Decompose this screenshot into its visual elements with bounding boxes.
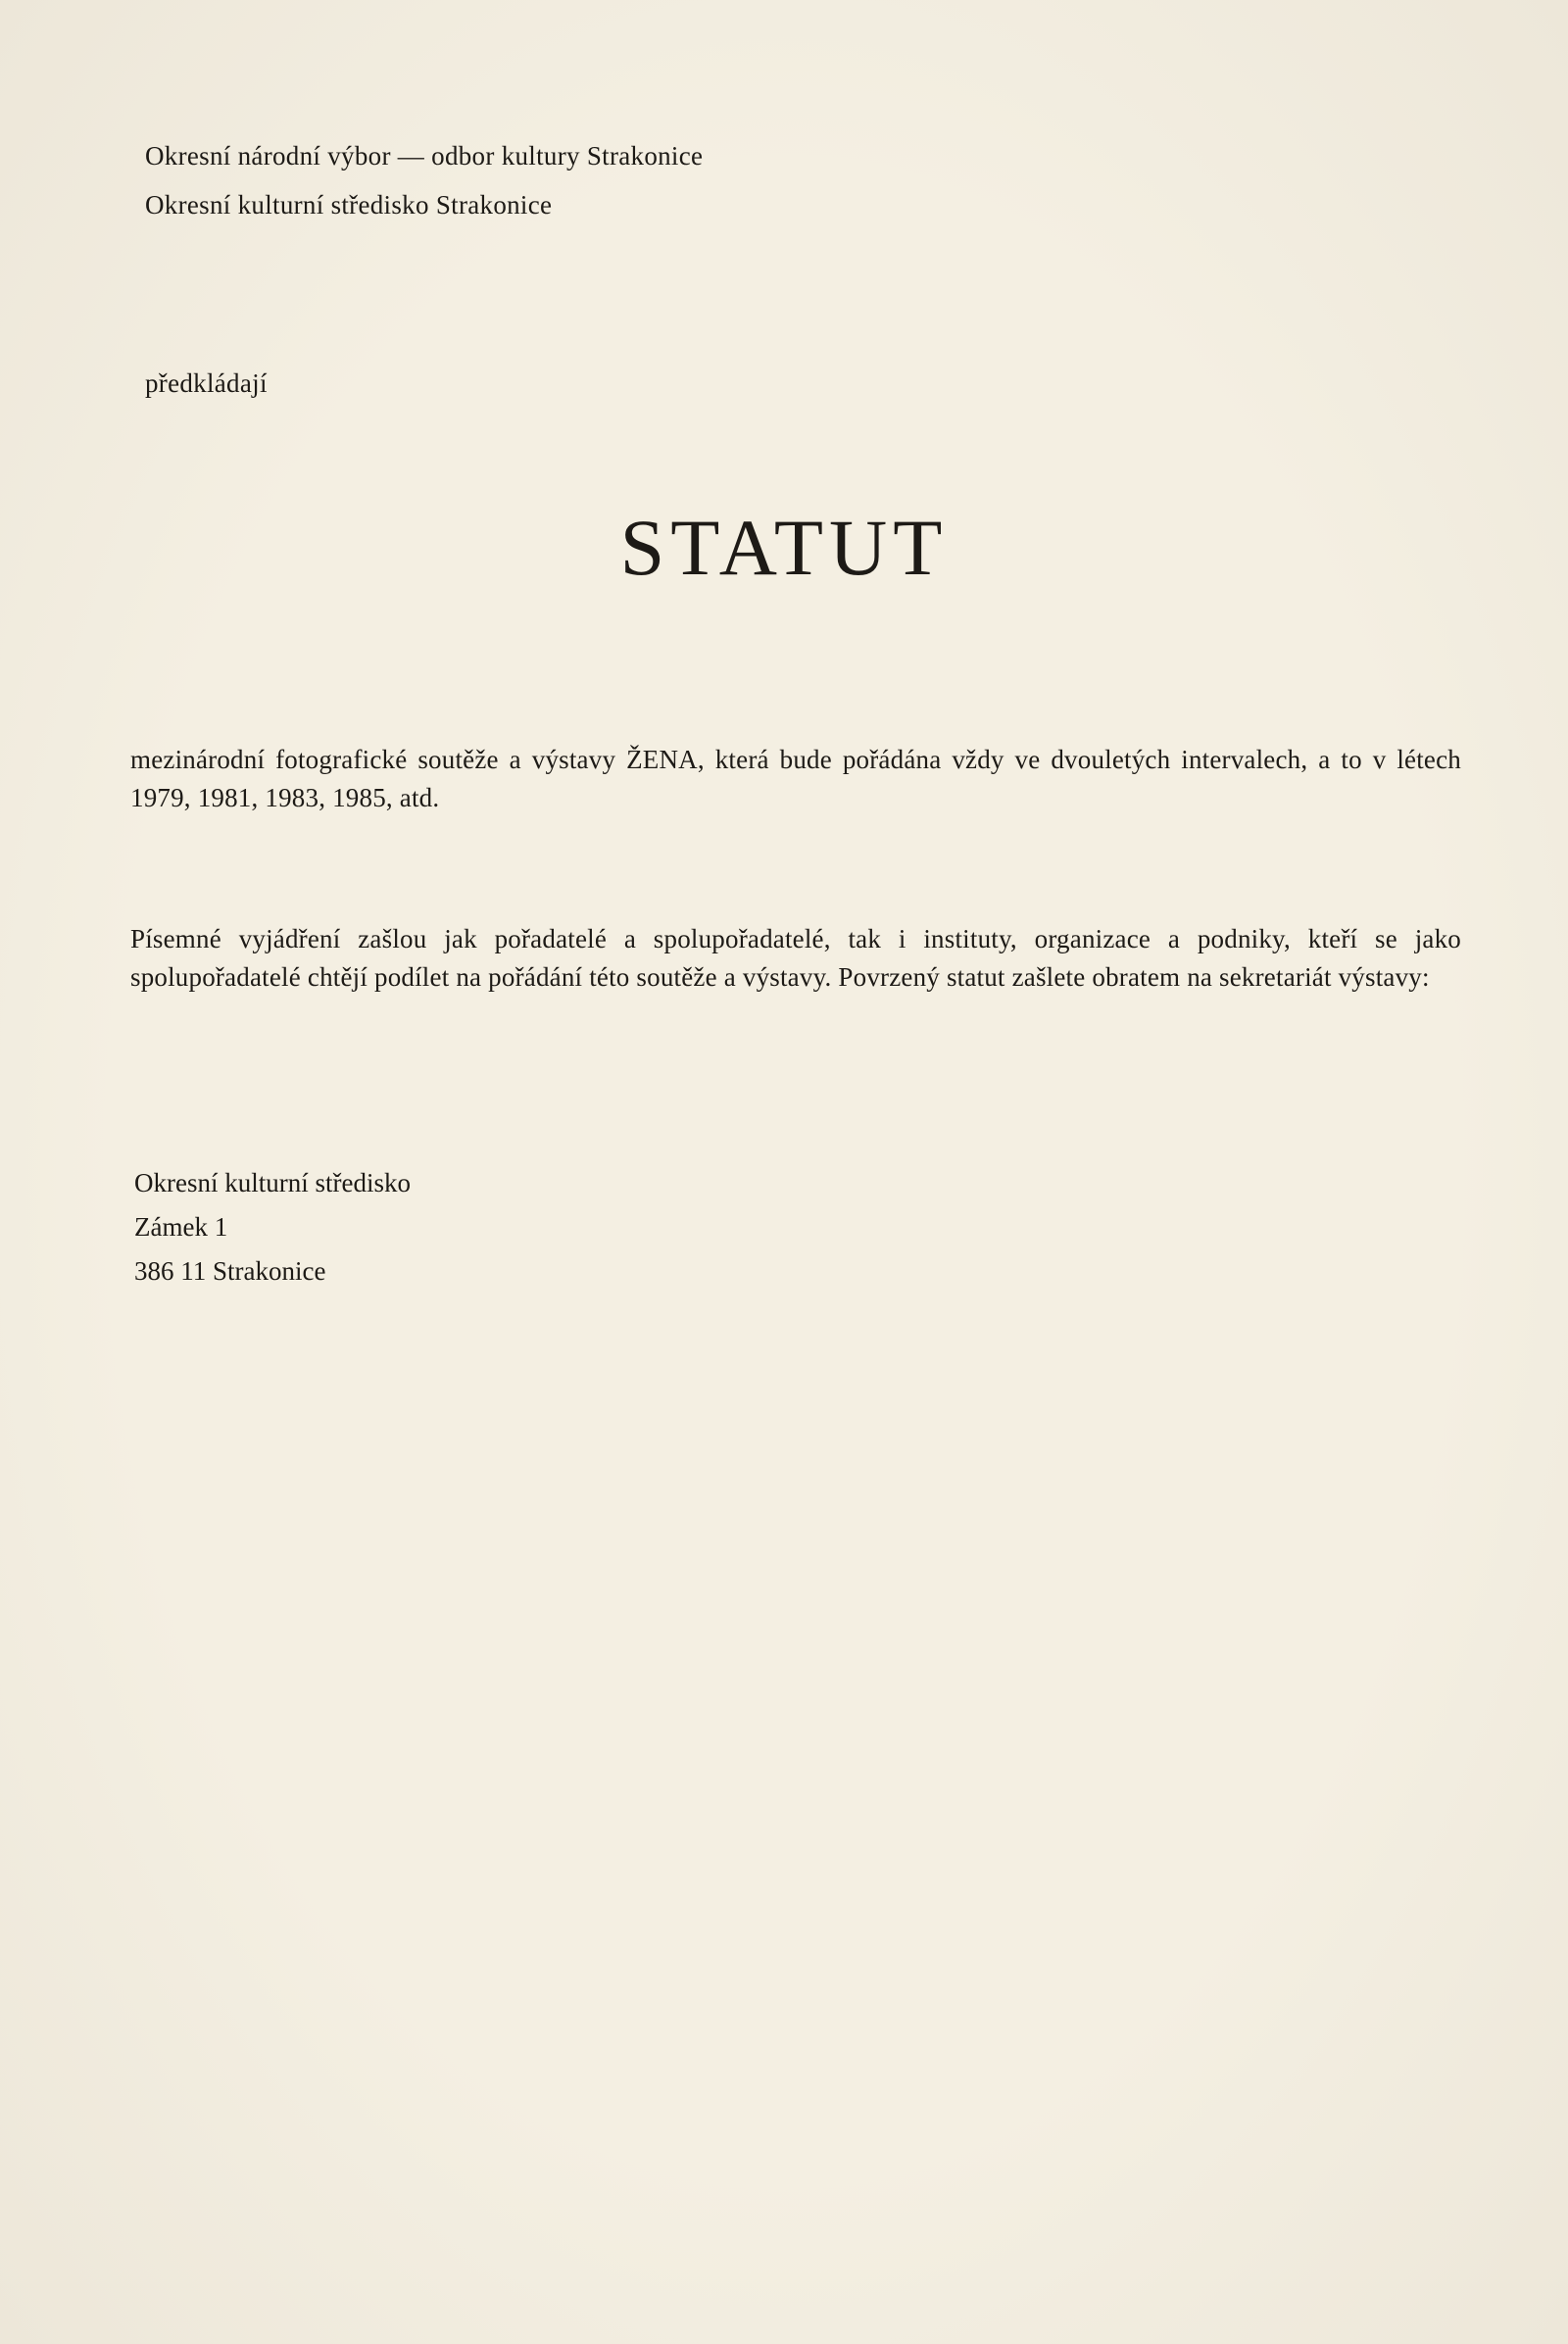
- address-line-organization: Okresní kulturní středisko: [134, 1168, 411, 1197]
- header-issuer-2: Okresní kulturní středisko Strakonice: [145, 190, 553, 220]
- address-line-street: Zámek 1: [134, 1212, 228, 1242]
- header-issuer-1: Okresní národní výbor — odbor kultury Strakonice: [145, 141, 704, 171]
- intro-text: předkládají: [145, 368, 268, 398]
- document-title: STATUT: [619, 503, 949, 592]
- paragraph-instructions: Písemné vyjádření zašlou jak pořadatelé a spolupořadatelé, tak i instituty, organizace a podniky, kteří se jako spolupořadatelé chtějí podílet na pořádání této soutěže a výstavy. Povrzený statut zašlete obratem na sekretariát výstavy:: [130, 924, 1461, 992]
- address-line-city: 386 11 Strakonice: [134, 1256, 326, 1286]
- paragraph-competition: mezinárodní fotografické soutěže a výstavy ŽENA, která bude pořádána vždy ve dvouletých intervalech, a to v létech 1979, 1981, 1983, 1985, atd.: [130, 745, 1461, 812]
